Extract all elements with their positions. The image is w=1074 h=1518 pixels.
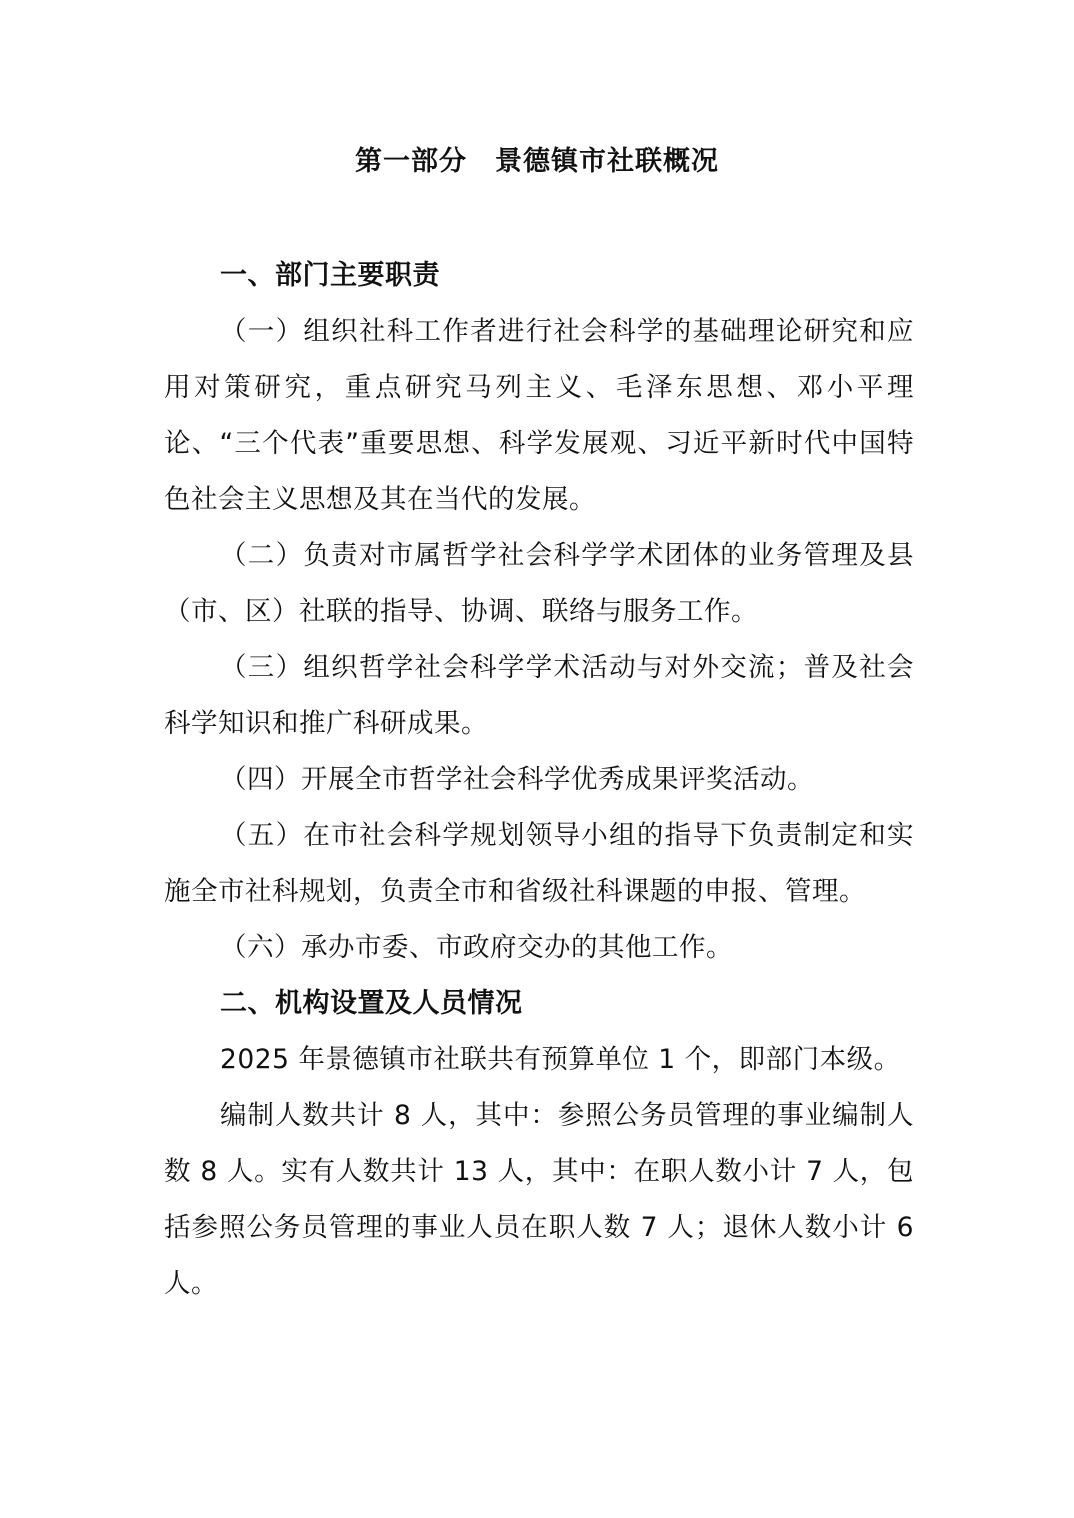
document-title: 第一部分 景德镇市社联概况 [355, 146, 719, 177]
duty-paragraph-2: （二）负责对市属哲学社会科学学术团体的业务管理及县（市、区）社联的指导、协调、联络与服务工作。 [164, 540, 914, 627]
duty-paragraph-4: （四）开展全市哲学社会科学优秀成果评奖活动。 [220, 764, 814, 795]
duty-paragraph-1: （一）组织社科工作者进行社会科学的基础理论研究和应用对策研究，重点研究马列主义、毛泽东思想、邓小平理论、“三个代表”重要思想、科学发展观、习近平新时代中国特色社会主义思想及其在当代的发展。 [164, 316, 914, 515]
duty-paragraph-6: （六）承办市委、市政府交办的其他工作。 [220, 932, 733, 963]
document-body [164, 248, 914, 1312]
duty-paragraph-3: （三）组织哲学社会科学学术活动与对外交流；普及社会科学知识和推广科研成果。 [164, 652, 914, 739]
duty-paragraph-5: （五）在市社会科学规划领导小组的指导下负责制定和实施全市社科规划，负责全市和省级社科课题的申报、管理。 [164, 820, 914, 907]
organization-paragraph-2: 编制人数共计 8 人，其中：参照公务员管理的事业编制人数 8 人。实有人数共计 13 人，其中：在职人数小计 7 人，包括参照公务员管理的事业人员在职人数 7 人；退休人数小计 6 人。 [164, 1100, 914, 1299]
section-heading-organization: 二、机构设置及人员情况 [220, 988, 523, 1019]
section-heading-duties: 一、部门主要职责 [220, 260, 440, 291]
organization-paragraph-1: 2025 年景德镇市社联共有预算单位 1 个，即部门本级。 [220, 1044, 901, 1075]
